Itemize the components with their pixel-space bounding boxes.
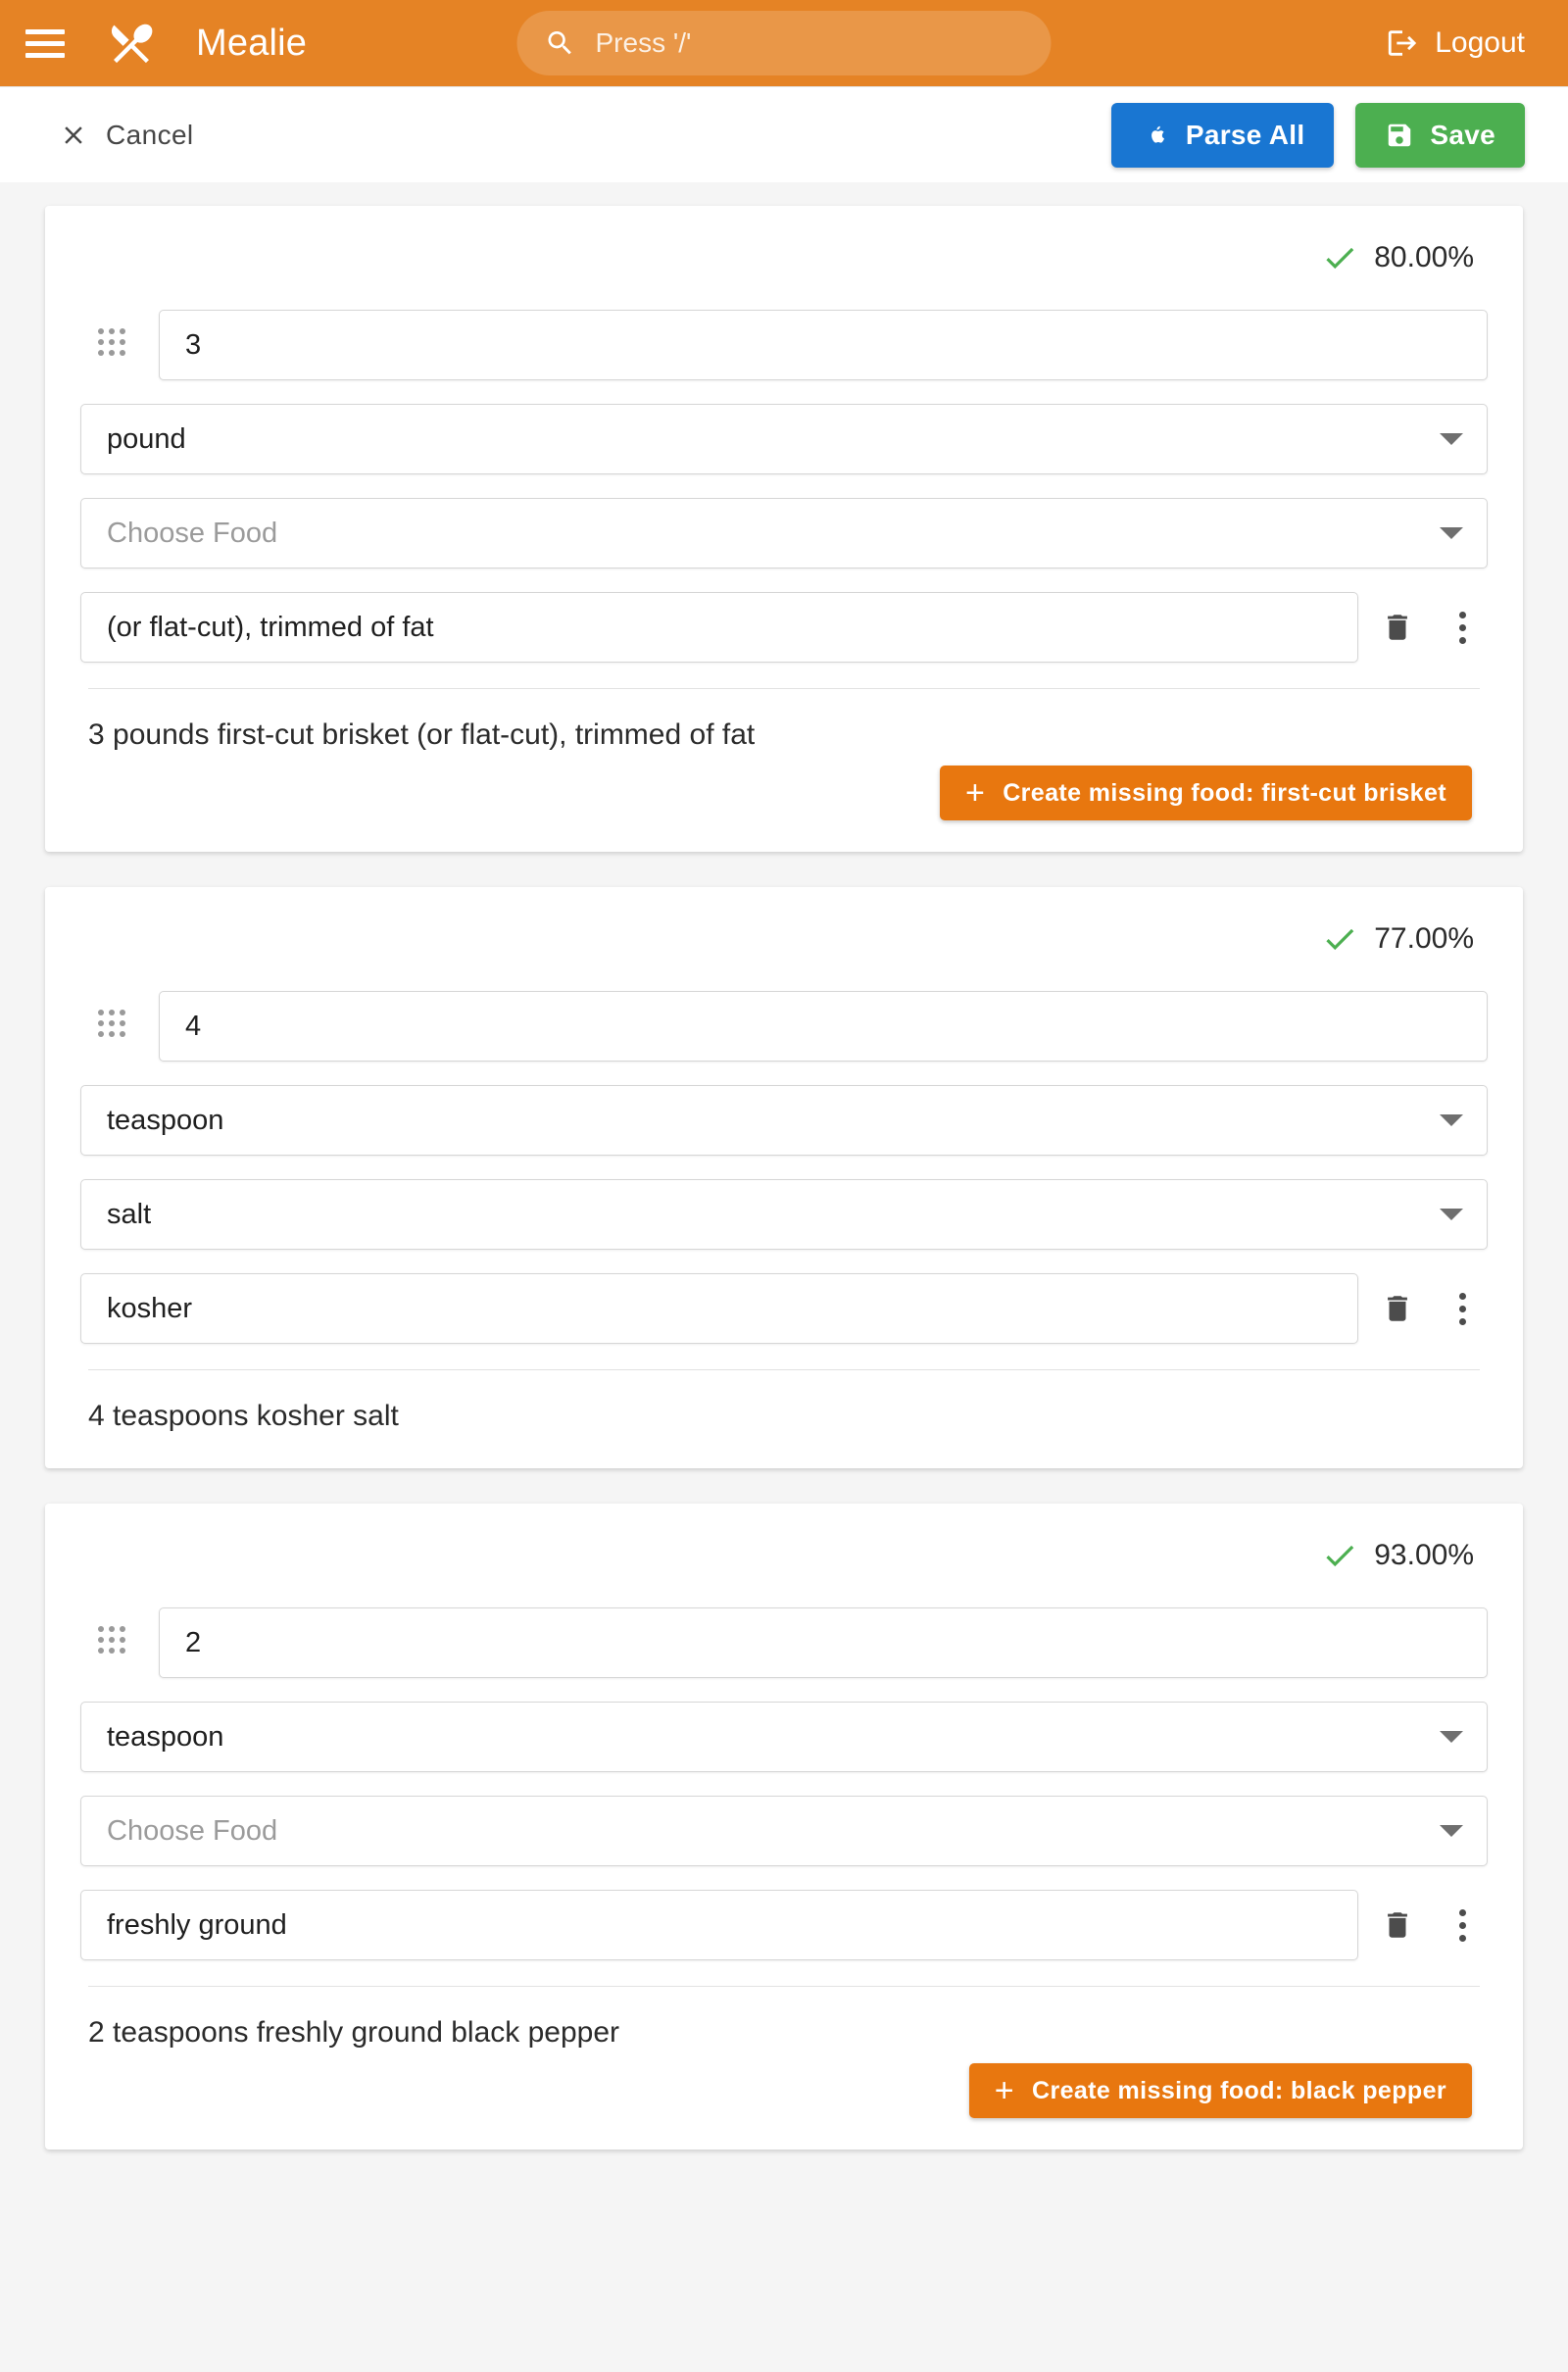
chevron-down-icon — [1440, 433, 1463, 445]
ingredient-summary: 2 teaspoons freshly ground black pepper — [88, 2016, 620, 2049]
logout-icon — [1386, 26, 1419, 60]
food-row — [80, 1179, 1488, 1250]
chevron-down-icon — [1440, 1825, 1463, 1837]
note-row — [80, 592, 1488, 663]
trash-icon — [1381, 1908, 1414, 1942]
create-missing-food-label: Create missing food: black pepper — [1031, 2076, 1446, 2104]
apple-icon — [1141, 121, 1170, 150]
logout-label: Logout — [1435, 26, 1525, 59]
search-bar[interactable] — [517, 11, 1052, 75]
unit-value: teaspoon — [107, 1104, 224, 1136]
create-missing-food-button[interactable] — [940, 766, 1472, 820]
create-missing-row — [80, 758, 1488, 822]
ingredient-menu-button[interactable] — [1437, 1900, 1488, 1951]
food-value: Choose Food — [107, 1814, 278, 1847]
note-row — [80, 1273, 1488, 1344]
create-missing-row — [80, 2055, 1488, 2120]
delete-ingredient-button[interactable] — [1372, 602, 1423, 653]
unit-select[interactable] — [80, 404, 1488, 474]
trash-icon — [1381, 611, 1414, 644]
food-select[interactable] — [80, 498, 1488, 568]
quantity-input[interactable]: 2 — [159, 1607, 1488, 1678]
save-label: Save — [1430, 119, 1495, 150]
unit-select[interactable] — [80, 1085, 1488, 1156]
food-row — [80, 1796, 1488, 1866]
confidence-row — [80, 1537, 1488, 1574]
check-icon — [1321, 239, 1358, 276]
plus-icon: + — [994, 2072, 1014, 2109]
chevron-down-icon — [1440, 1731, 1463, 1743]
search-input[interactable] — [594, 26, 1024, 60]
drag-handle-icon[interactable] — [98, 328, 131, 362]
drag-handle-icon[interactable] — [98, 1010, 131, 1043]
food-select[interactable] — [80, 1179, 1488, 1250]
drag-handle-icon[interactable] — [98, 1626, 131, 1659]
food-value: salt — [107, 1198, 152, 1230]
unit-row — [80, 404, 1488, 474]
delete-ingredient-button[interactable] — [1372, 1283, 1423, 1334]
chevron-down-icon — [1440, 1209, 1463, 1220]
app-title: Mealie — [196, 22, 308, 64]
save-button[interactable] — [1355, 103, 1525, 168]
app-header — [0, 0, 1568, 86]
quantity-row — [80, 991, 1488, 1062]
unit-row — [80, 1702, 1488, 1772]
ingredient-menu-button[interactable] — [1437, 1283, 1488, 1334]
trash-icon — [1381, 1292, 1414, 1325]
confidence-row — [80, 920, 1488, 958]
food-value: Choose Food — [107, 517, 278, 549]
search-icon — [545, 27, 576, 59]
confidence-value: 80.00% — [1374, 241, 1474, 273]
food-select[interactable] — [80, 1796, 1488, 1866]
floppy-disk-icon — [1385, 121, 1414, 150]
unit-value: teaspoon — [107, 1720, 224, 1753]
confidence-value: 93.00% — [1374, 1539, 1474, 1571]
unit-select[interactable] — [80, 1702, 1488, 1772]
logout-button[interactable] — [1386, 26, 1543, 60]
editor-toolbar — [0, 86, 1568, 182]
cancel-button[interactable] — [59, 120, 194, 151]
note-input[interactable]: kosher — [80, 1273, 1358, 1344]
plus-icon: + — [964, 774, 986, 812]
mealie-logo-icon[interactable] — [106, 18, 157, 69]
ingredient-card — [45, 1504, 1523, 2150]
quantity-input[interactable]: 4 — [159, 991, 1488, 1062]
quantity-row — [80, 310, 1488, 380]
note-input[interactable]: freshly ground — [80, 1890, 1358, 1960]
chevron-down-icon — [1440, 527, 1463, 539]
note-row — [80, 1890, 1488, 1960]
close-icon — [59, 121, 88, 150]
unit-row — [80, 1085, 1488, 1156]
ingredient-menu-button[interactable] — [1437, 602, 1488, 653]
create-missing-food-button[interactable] — [969, 2063, 1472, 2118]
toolbar-actions — [1111, 103, 1525, 168]
chevron-down-icon — [1440, 1114, 1463, 1126]
unit-value: pound — [107, 422, 186, 455]
parse-all-label: Parse All — [1185, 119, 1305, 150]
note-input[interactable]: (or flat-cut), trimmed of fat — [80, 592, 1358, 663]
cancel-label: Cancel — [106, 119, 194, 150]
hamburger-menu-icon[interactable] — [25, 21, 71, 66]
ingredient-card — [45, 206, 1523, 852]
quantity-input[interactable]: 3 — [159, 310, 1488, 380]
food-row — [80, 498, 1488, 568]
check-icon — [1321, 1537, 1358, 1574]
quantity-row — [80, 1607, 1488, 1678]
parse-all-button[interactable] — [1111, 103, 1335, 168]
delete-ingredient-button[interactable] — [1372, 1900, 1423, 1951]
ingredient-summary: 3 pounds first-cut brisket (or flat-cut), trimmed of fat — [88, 718, 756, 751]
confidence-row — [80, 239, 1488, 276]
create-missing-food-label: Create missing food: first-cut brisket — [1003, 778, 1446, 807]
ingredient-summary: 4 teaspoons kosher salt — [88, 1400, 399, 1432]
ingredient-card — [45, 887, 1523, 1468]
confidence-value: 77.00% — [1374, 922, 1474, 955]
check-icon — [1321, 920, 1358, 958]
ingredient-list — [0, 182, 1568, 2189]
